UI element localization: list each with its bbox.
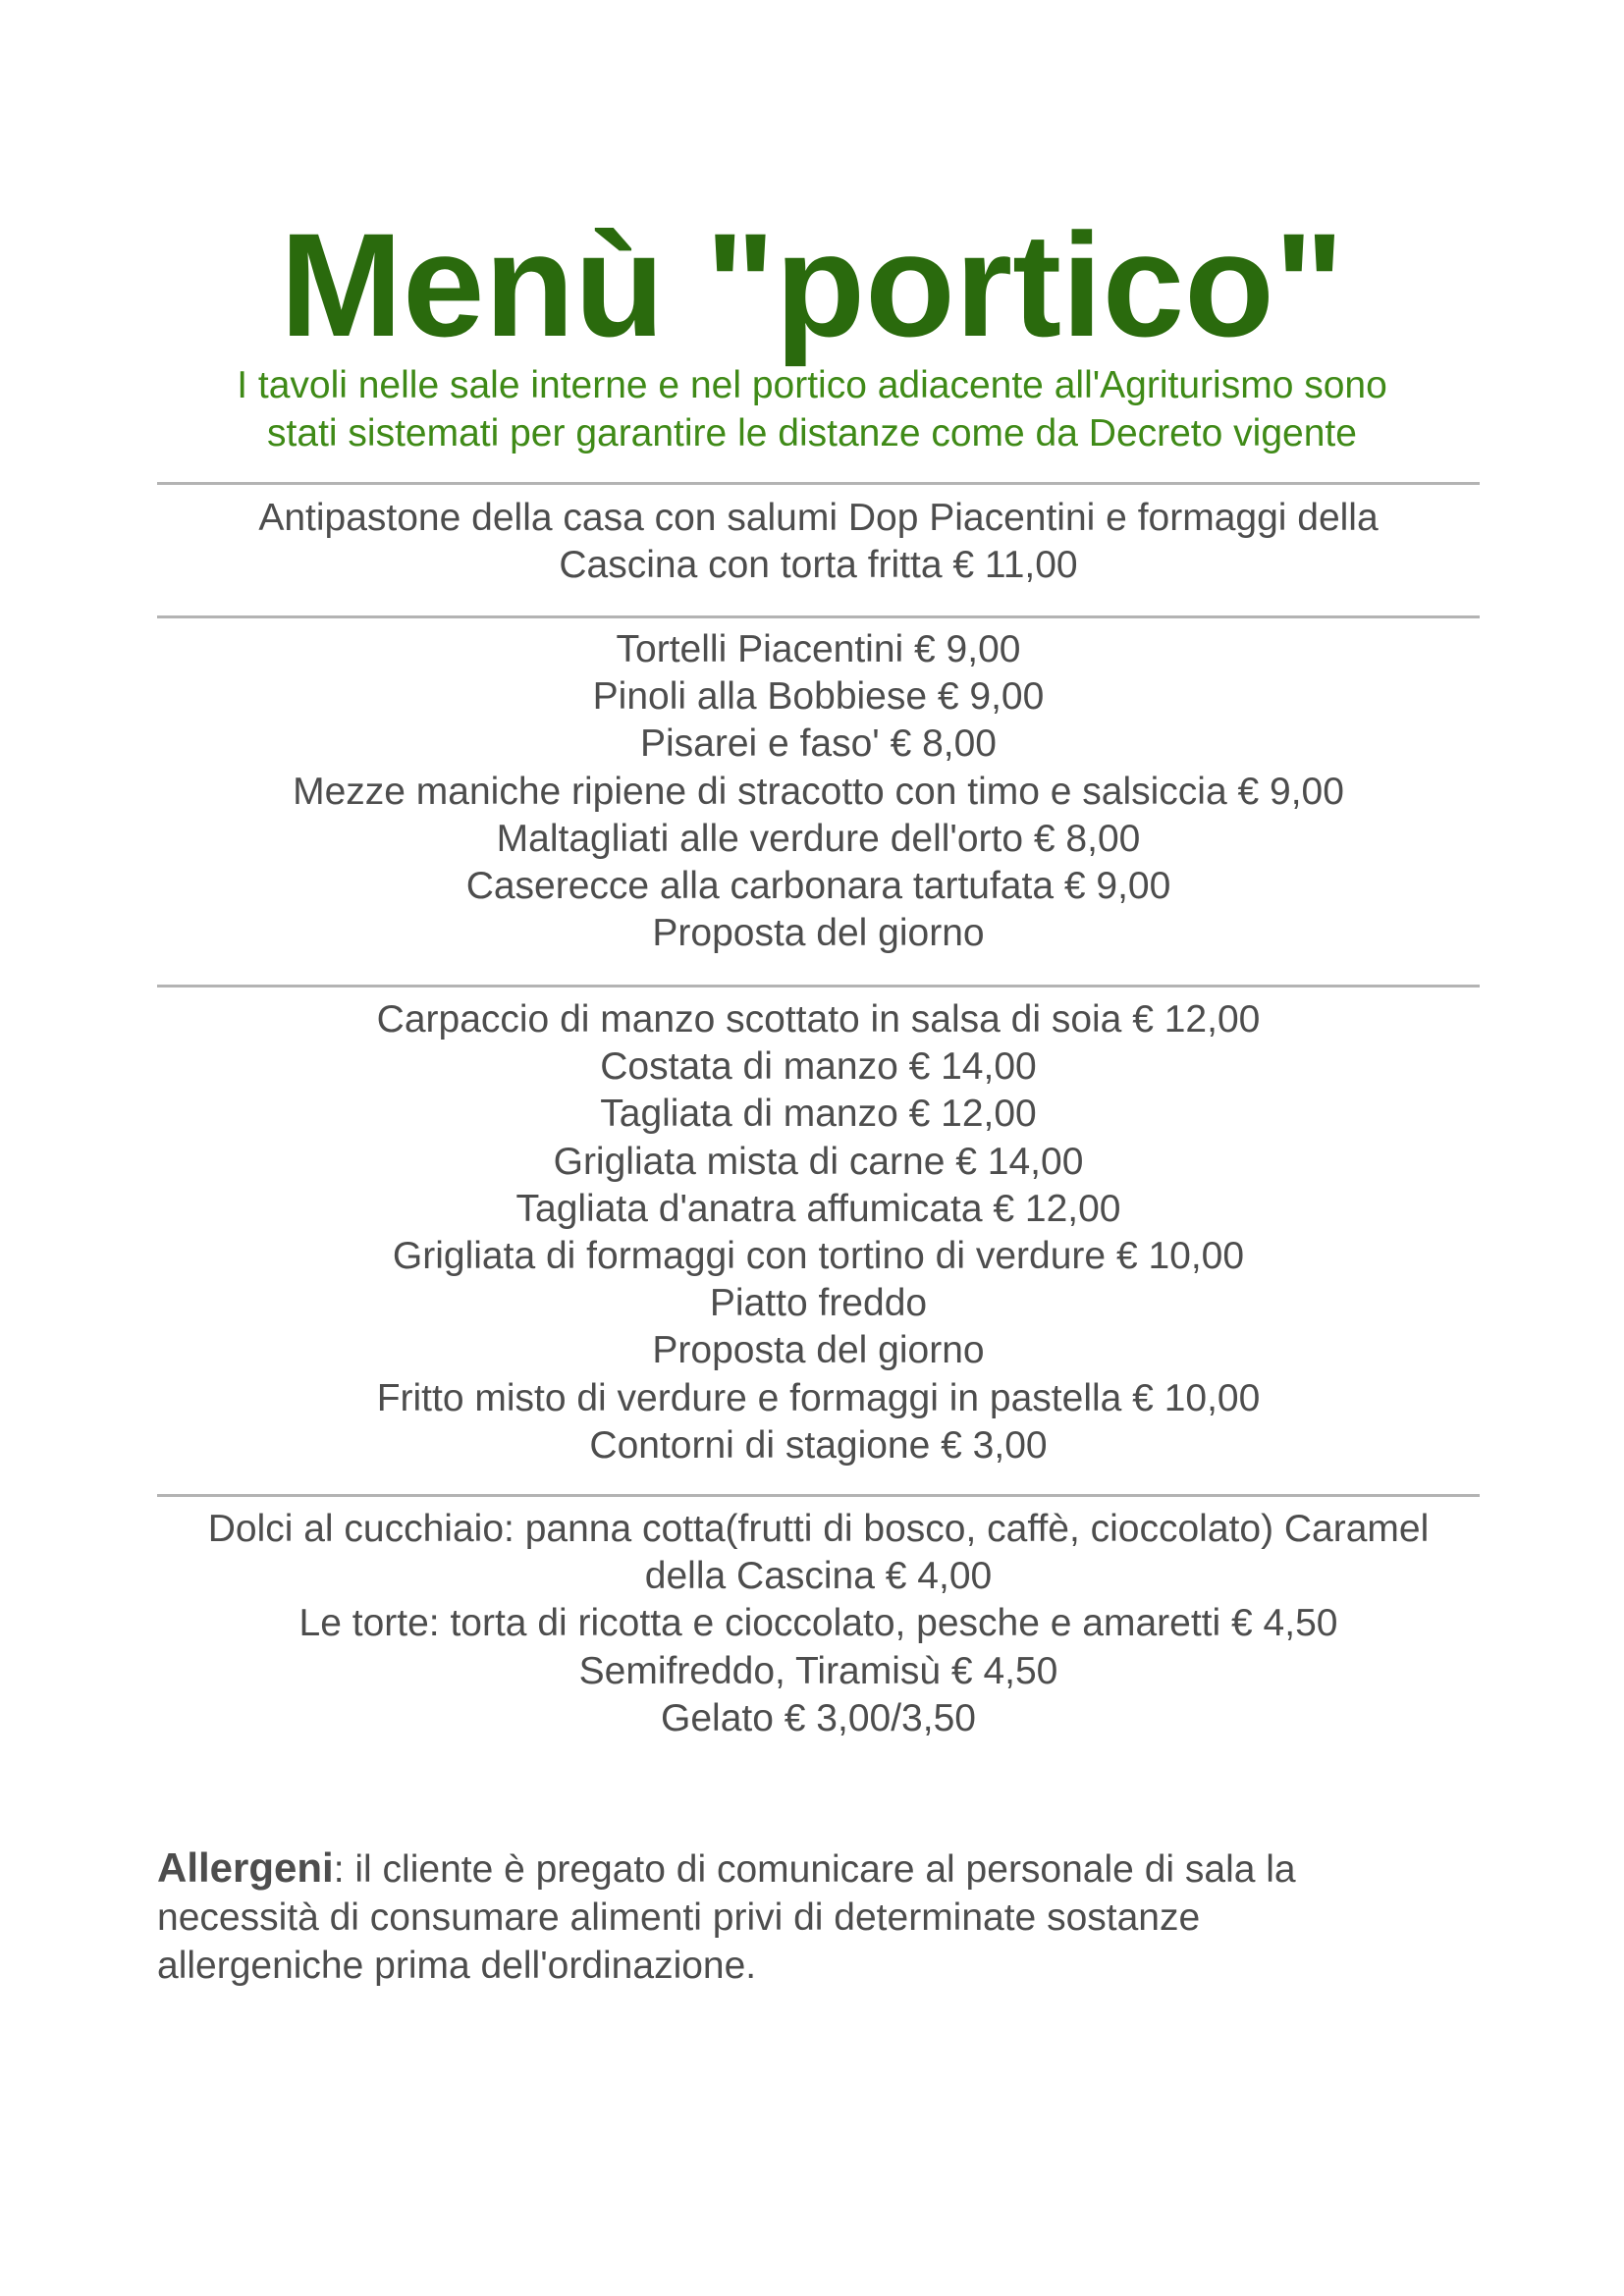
- subtitle-line: I tavoli nelle sale interne e nel portico adiacente all'Agriturismo sono: [237, 364, 1387, 406]
- page-title: Menù "portico": [280, 202, 1344, 367]
- allergen-label: Allergeni: [157, 1844, 334, 1891]
- allergen-notice: [157, 1843, 1492, 1990]
- menu-item: Carpaccio di manzo scottato in salsa di soia € 12,00: [376, 998, 1261, 1041]
- menu-item: Mezze maniche ripiene di stracotto con timo e salsiccia € 9,00: [293, 770, 1344, 813]
- primi-section: [157, 626, 1480, 957]
- menu-item: Caserecce alla carbonara tartufata € 9,00: [465, 865, 1171, 908]
- menu-item: Tagliata d'anatra affumicata € 12,00: [515, 1187, 1121, 1230]
- menu-item: Grigliata di formaggi con tortino di verdure € 10,00: [392, 1235, 1245, 1278]
- menu-item: Le torte: torta di ricotta e cioccolato, pesche e amaretti € 4,50: [298, 1602, 1338, 1645]
- section-divider: [157, 985, 1480, 988]
- menu-item: Fritto misto di verdure e formaggi in pastella € 10,00: [376, 1376, 1261, 1419]
- menu-item: Dolci al cucchiaio: panna cotta(frutti di bosco, caffè, cioccolato) Caramel: [207, 1508, 1430, 1550]
- menu-item: Proposta del giorno: [652, 912, 985, 955]
- dolci-section: [157, 1506, 1480, 1742]
- menu-item: Grigliata mista di carne € 14,00: [553, 1140, 1084, 1183]
- allergen-text: : il cliente è pregato di comunicare al personale di sala la: [333, 1848, 1296, 1891]
- menu-item: Pinoli alla Bobbiese € 9,00: [592, 675, 1045, 719]
- section-divider: [157, 1494, 1480, 1497]
- menu-item: Tagliata di manzo € 12,00: [600, 1093, 1037, 1136]
- subtitle: [157, 361, 1467, 457]
- allergen-notice-line: necessità di consumare alimenti privi di determinate sostanze: [157, 1896, 1201, 1939]
- menu-item: Proposta del giorno: [652, 1329, 985, 1372]
- menu-item: Contorni di stagione € 3,00: [589, 1423, 1048, 1467]
- allergen-notice-line: allergeniche prima dell'ordinazione.: [157, 1945, 757, 1987]
- menu-item: Gelato € 3,00/3,50: [661, 1696, 976, 1739]
- section-divider: [157, 615, 1480, 618]
- menu-item: Costata di manzo € 14,00: [600, 1045, 1037, 1089]
- menu-item: della Cascina € 4,00: [644, 1555, 993, 1598]
- menu-item: Pisarei e faso' € 8,00: [640, 722, 997, 766]
- secondi-section: [157, 996, 1480, 1469]
- menu-item: Antipastone della casa con salumi Dop Piacentini e formaggi della: [258, 497, 1379, 539]
- section-divider: [157, 482, 1480, 485]
- menu-item: Cascina con torta fritta € 11,00: [559, 544, 1078, 587]
- menu-item: Semifreddo, Tiramisù € 4,50: [578, 1649, 1058, 1692]
- allergen-notice-line: [157, 1843, 1492, 1894]
- subtitle-line: stati sistemati per garantire le distanze come da Decreto vigente: [267, 412, 1357, 454]
- menu-item: Maltagliati alle verdure dell'orto € 8,00: [496, 817, 1141, 860]
- menu-item: Piatto freddo: [709, 1282, 928, 1325]
- antipasti-section: [157, 495, 1480, 589]
- menu-item: Tortelli Piacentini € 9,00: [616, 628, 1021, 670]
